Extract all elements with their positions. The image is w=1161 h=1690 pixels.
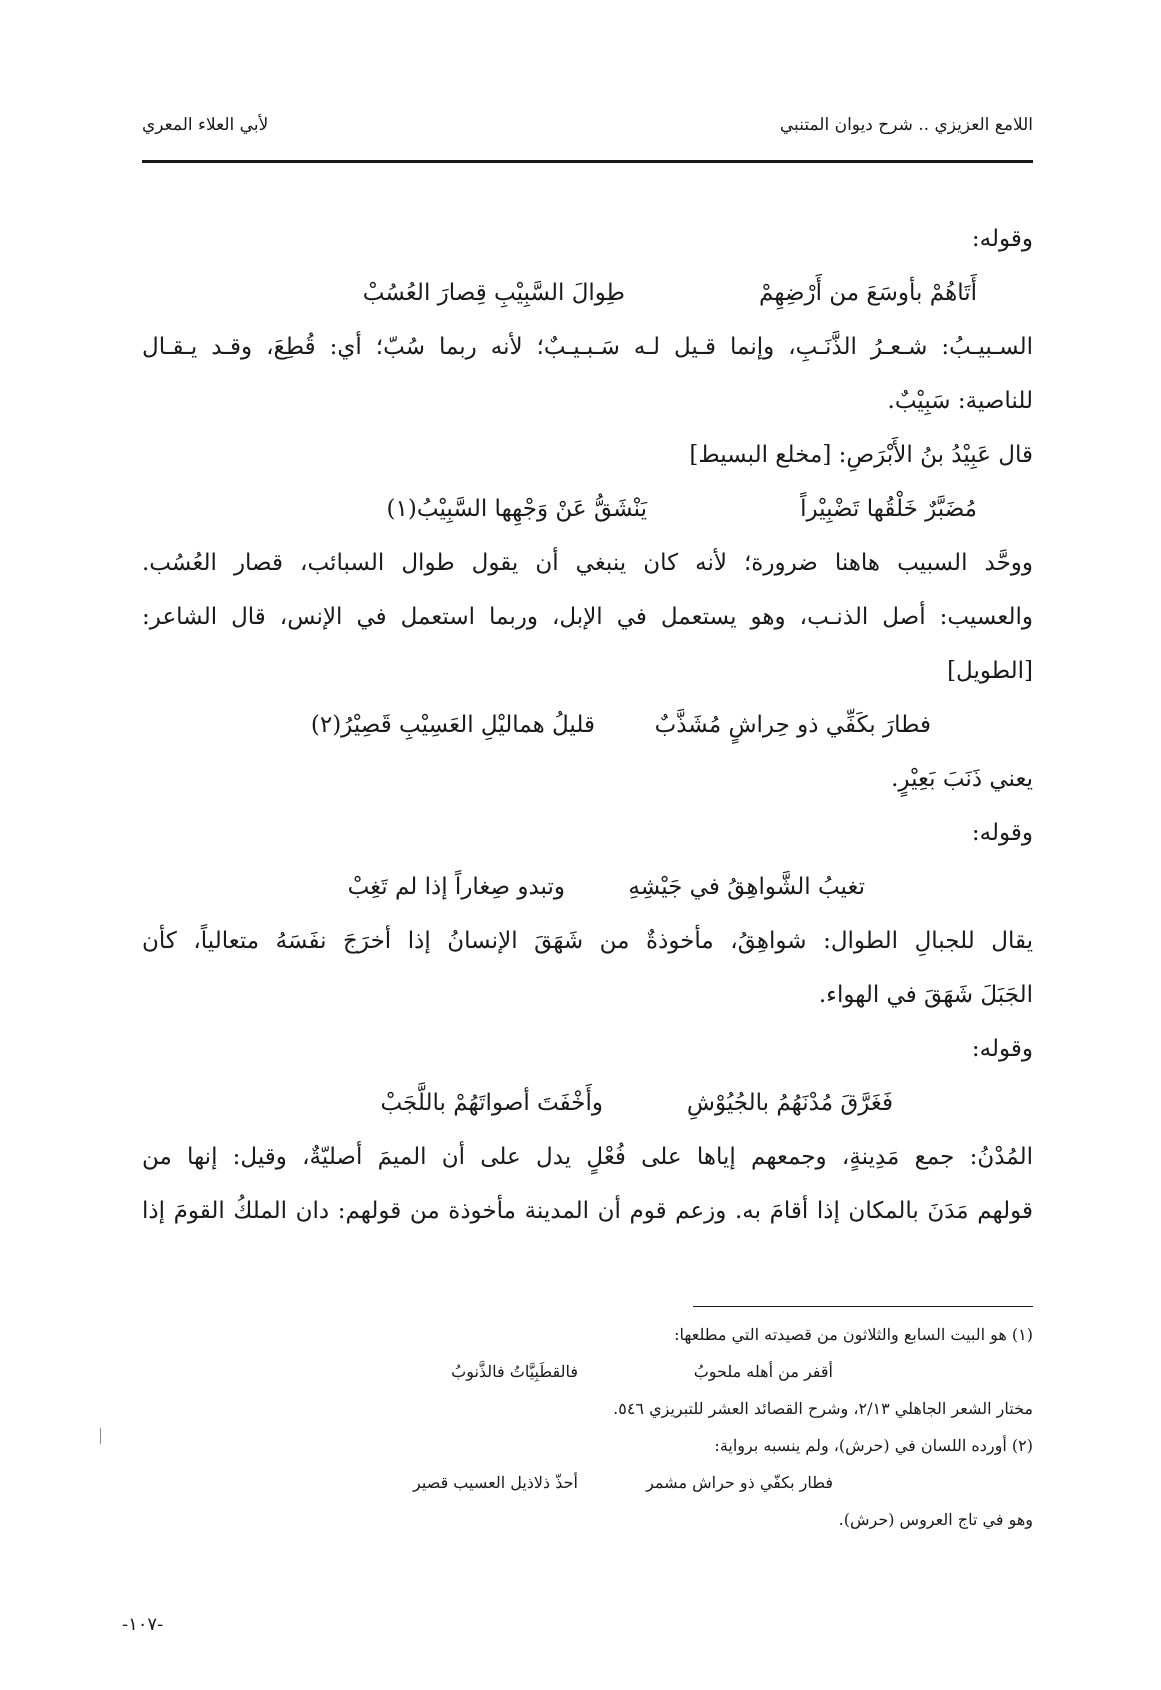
commentary-line: ووحَّد السبيب هاهنا ضرورة؛ لأنه كان ينبغي أن يقول طوال السبائب، قصار العُسُب. bbox=[142, 550, 1033, 576]
verse-second-hemistich: أحذّ ذلاذيل العسيب قصير bbox=[413, 1473, 578, 1492]
commentary-line: السـبيـبُ: شـعـرُ الذَّنَـبِ، وإنما قـيل لـه سَـبـيـبٌ؛ لأنه ربما سُبّ؛ أي: قُطِعَ، وقـد يـقـال bbox=[142, 334, 1033, 360]
verse-first-hemistich: فطار بكفّي ذو حراش مشمر bbox=[646, 1473, 833, 1492]
verse-second-hemistich: طِوالَ السَّبِيْبِ قِصارَ العُسُبْ bbox=[362, 280, 625, 306]
verse-intro: وقوله: bbox=[971, 1036, 1033, 1062]
quote-intro: قال عَبِيْدُ بنُ الأَبْرَصِ: [مخلع البسيط] bbox=[689, 442, 1033, 468]
margin-mark bbox=[100, 1428, 101, 1444]
verse-line bbox=[142, 1076, 1033, 1130]
verse-second-hemistich: وتبدو صِغاراً إذا لم تَغِبْ bbox=[347, 874, 565, 900]
verse-intro: وقوله: bbox=[971, 226, 1033, 252]
verse-first-hemistich: مُضَبَّرٌ خَلْقُها تَضْبِيْراً bbox=[800, 496, 977, 522]
verse-line bbox=[142, 698, 1033, 752]
meter-label: [الطويل] bbox=[947, 658, 1033, 684]
verse-first-hemistich: تغيبُ الشَّواهِقُ في جَيْشِهِ bbox=[628, 874, 865, 900]
header-rule bbox=[142, 160, 1033, 163]
commentary-line: قولهم مَدَنَ بالمكان إذا أقامَ به. وزعم قوم أن المدينة مأخوذة من قولهم: دان الملكُ القومَ إذا bbox=[142, 1198, 1033, 1224]
footnote-source: مختار الشعر الجاهلي ٢/١٣، وشرح القصائد العشر للتبريزي ٥٤٦. bbox=[613, 1399, 1033, 1418]
footnote-2: (٢) أورده اللسان في (حرش)، ولم ينسبه برواية: bbox=[714, 1436, 1033, 1455]
footnote-source: وهو في تاج العروس (حرش). bbox=[838, 1510, 1033, 1529]
footnote-verse bbox=[142, 1353, 1033, 1390]
footnote-1: (١) هو البيت السابع والثلاثون من قصيدته التي مطلعها: bbox=[674, 1325, 1033, 1344]
author-name: لأبي العلاء المعري bbox=[142, 115, 269, 135]
footnote-verse bbox=[142, 1464, 1033, 1501]
verse-first-hemistich: فَغَرَّقَ مُدْنَهُمُ بالجُيُوْشِ bbox=[686, 1090, 893, 1116]
verse-second-hemistich: قليلُ هماليْلِ العَسِيْبِ قَصِيْرُ(٢) bbox=[310, 712, 595, 738]
footnote-rule bbox=[693, 1306, 1033, 1307]
commentary-line: للناصية: سَبِيْبٌ. bbox=[887, 388, 1033, 414]
main-text bbox=[142, 212, 1033, 1238]
footnotes bbox=[142, 1316, 1033, 1538]
verse-second-hemistich: وأَخْفَتَ أصواتَهُمْ باللَّجَبْ bbox=[380, 1090, 603, 1116]
commentary-line: المُدْنُ: جمع مَدِينةٍ، وجمعهم إياها على فُعْلٍ يدل على أن الميمَ أصليّةٌ، وقيل: إنها من bbox=[142, 1144, 1033, 1170]
verse-first-hemistich: أَتَاهُمْ بأوسَعَ من أَرْضِهِمْ bbox=[759, 280, 977, 306]
verse-first-hemistich: فطارَ بكَفِّي ذو حِراشٍ مُشَذَّبٌ bbox=[654, 712, 931, 738]
book-title: اللامع العزيزي .. شرح ديوان المتنبي bbox=[779, 115, 1033, 135]
commentary-line: الجَبَلَ شَهَقَ في الهواء. bbox=[818, 982, 1033, 1008]
running-head bbox=[142, 115, 1033, 145]
verse-second-hemistich: يَنْشَقُّ عَنْ وَجْهِها السَّبِيْبُ(١) bbox=[386, 496, 647, 522]
verse-line bbox=[142, 266, 1033, 320]
commentary-line: والعسيب: أصل الذنـب، وهو يستعمل في الإبل، وربما استعمل في الإنس، قال الشاعر: bbox=[142, 604, 1033, 630]
verse-intro: وقوله: bbox=[971, 820, 1033, 846]
verse-line bbox=[142, 482, 1033, 536]
verse-first-hemistich: أقفر من أهله ملحوبُ bbox=[693, 1362, 833, 1381]
verse-second-hemistich: فالقطَبِيَّاتُ فالذَّنوبُ bbox=[451, 1362, 578, 1381]
verse-line bbox=[142, 860, 1033, 914]
commentary-line: يقال للجبالِ الطوال: شواهِقُ، مأخوذةٌ من شَهَقَ الإنسانُ إذا أخرَجَ نفَسَهُ متعالياً، كأن bbox=[142, 928, 1033, 954]
gloss-line: يعني ذَنَبَ بَعِيْرٍ. bbox=[891, 766, 1033, 792]
page-number: -١٠٧- bbox=[122, 1614, 164, 1635]
